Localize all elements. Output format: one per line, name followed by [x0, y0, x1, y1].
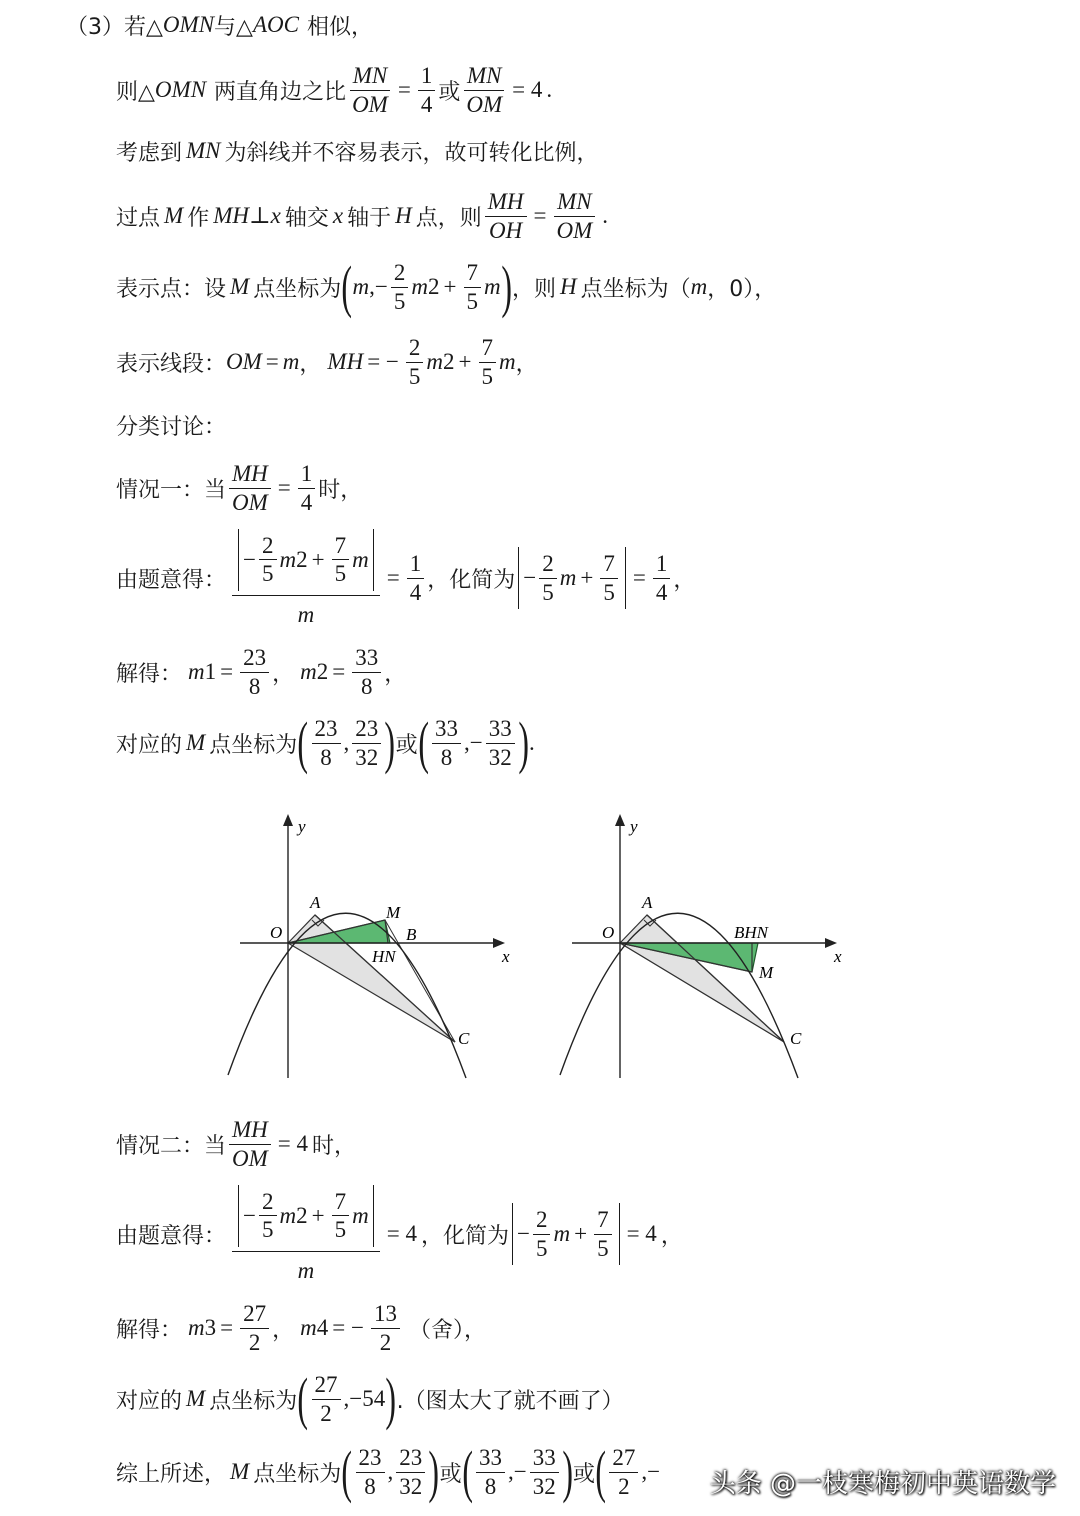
- math-var: m: [300, 659, 317, 684]
- fraction: [356, 1445, 385, 1499]
- numerator: 23: [356, 1445, 385, 1472]
- denominator: 5: [408, 363, 421, 389]
- fraction: [485, 189, 527, 243]
- text: 或: [439, 1461, 462, 1487]
- operator: = 4: [386, 1221, 417, 1246]
- fraction: [464, 260, 482, 314]
- numerator: 27: [609, 1445, 638, 1472]
- text: 点，则: [415, 205, 482, 231]
- segment-expression-line: [116, 330, 538, 394]
- denominator: 5: [393, 288, 406, 314]
- denominator: OM: [232, 489, 268, 515]
- operator: =: [220, 1315, 234, 1340]
- fraction: [594, 1207, 612, 1261]
- fraction: [418, 63, 436, 117]
- operator: =: [220, 659, 234, 684]
- text: 时，: [318, 477, 363, 503]
- numerator: 1: [298, 461, 316, 488]
- math-var: m: [559, 565, 577, 590]
- text: （舍），: [408, 1317, 486, 1343]
- point-expression-line: [116, 254, 776, 320]
- math-var: MH: [213, 203, 249, 228]
- denominator: 8: [484, 1473, 497, 1499]
- operator: −: [516, 1221, 530, 1246]
- operator: =: [277, 475, 291, 500]
- math-var: m: [690, 274, 708, 299]
- label-bhn: BHN: [734, 923, 768, 942]
- numerator: MN: [554, 189, 595, 216]
- text: 考虑到: [116, 140, 183, 166]
- fraction: [479, 335, 497, 389]
- numerator: 1: [653, 551, 671, 578]
- numerator: 2: [259, 1189, 277, 1216]
- denominator: OH: [489, 217, 523, 243]
- text: 轴于: [347, 205, 392, 231]
- text: 或: [395, 732, 418, 758]
- operator: =: [632, 565, 646, 590]
- label-x: x: [834, 947, 842, 966]
- text: .: [529, 730, 535, 755]
- comma-neg: ,−: [507, 1459, 527, 1484]
- text: 轴交: [284, 205, 329, 231]
- denominator: 2: [248, 1329, 261, 1355]
- numerator: 7: [600, 551, 618, 578]
- numerator: MH: [229, 461, 271, 488]
- denominator: 32: [355, 744, 379, 770]
- math-var: OM: [226, 349, 262, 374]
- label-a: A: [310, 893, 321, 912]
- denominator: 4: [655, 579, 668, 605]
- left-paren: (: [595, 1439, 607, 1504]
- denominator: 4: [300, 489, 313, 515]
- subscript: 2: [316, 659, 329, 684]
- operator: +: [443, 274, 457, 299]
- math-var: m: [484, 274, 501, 299]
- numerator: 23: [312, 716, 341, 743]
- label-c: C: [458, 1029, 470, 1048]
- fraction: [352, 645, 381, 699]
- fraction: [259, 533, 277, 587]
- text: 过点: [116, 205, 161, 231]
- numerator: 2: [539, 551, 557, 578]
- numerator: 33: [476, 1445, 505, 1472]
- fraction: [352, 716, 381, 770]
- math-var: m: [411, 274, 429, 299]
- denominator: 5: [597, 1235, 609, 1261]
- math-var: MH: [327, 349, 364, 374]
- label-y: y: [298, 817, 306, 836]
- text: ，: [673, 567, 696, 593]
- denominator: 8: [320, 744, 332, 770]
- fraction: [229, 461, 271, 515]
- operator: −: [523, 565, 537, 590]
- big-fraction: [232, 529, 380, 627]
- operator: =: [397, 77, 411, 102]
- math-var: m: [279, 1203, 297, 1229]
- text: ,−54: [343, 1386, 386, 1411]
- math-var: OMN: [154, 77, 207, 102]
- numerator: 2: [533, 1207, 551, 1234]
- operator: +: [458, 349, 472, 374]
- denominator: 8: [361, 673, 373, 699]
- ratio-line: [116, 58, 552, 122]
- numerator: 27: [312, 1372, 341, 1399]
- fraction: [371, 1301, 400, 1355]
- numerator: 33: [486, 716, 515, 743]
- denominator: 4: [420, 91, 433, 117]
- fraction: [229, 1117, 271, 1171]
- fraction: [476, 1445, 505, 1499]
- operator: ,−: [369, 274, 388, 299]
- math-var: x: [270, 203, 281, 228]
- text: 点坐标为: [209, 1388, 298, 1414]
- label-o: O: [270, 923, 283, 942]
- math-var: m: [553, 1221, 571, 1246]
- operator: = −: [367, 349, 399, 374]
- label-a: A: [642, 893, 653, 912]
- left-paren: (: [417, 710, 429, 775]
- abs-value: [238, 529, 374, 591]
- math-var: OMN: [162, 12, 215, 37]
- text: .（图太大了就不画了）: [396, 1388, 624, 1414]
- text: ，: [299, 351, 322, 377]
- perp-symbol: ⊥: [248, 203, 271, 228]
- math-var: M: [164, 203, 184, 228]
- operator: −: [243, 547, 256, 573]
- operator: +: [311, 1203, 325, 1229]
- text: 或: [573, 1461, 596, 1487]
- comma: ,: [387, 1459, 394, 1484]
- text: ，0），: [707, 276, 777, 302]
- numerator: 7: [594, 1207, 612, 1234]
- subscript: 4: [316, 1315, 329, 1340]
- text: 点坐标为: [253, 276, 342, 302]
- operator: ,: [343, 730, 350, 755]
- label-y: y: [630, 817, 638, 836]
- denominator: 32: [488, 744, 512, 770]
- text: 解得：: [116, 661, 183, 687]
- fraction: [609, 1445, 638, 1499]
- text: ，: [272, 1317, 295, 1343]
- denominator: OM: [352, 91, 388, 117]
- denominator: 2: [618, 1473, 630, 1499]
- abs-value: [238, 1185, 374, 1247]
- text: ，: [384, 661, 407, 687]
- exponent: 2: [428, 274, 440, 299]
- text: 两直角边之比: [214, 79, 347, 105]
- denominator: 5: [481, 363, 494, 389]
- text: .: [546, 77, 553, 102]
- text: 综上所述，: [116, 1461, 227, 1487]
- numerator: 2: [391, 260, 409, 287]
- exponent: 2: [296, 547, 308, 573]
- consider-line: [116, 136, 599, 166]
- fraction: [332, 533, 350, 587]
- fraction: [349, 63, 391, 117]
- numerator: 23: [396, 1445, 425, 1472]
- denominator: 8: [248, 673, 261, 699]
- math-var: M: [186, 1386, 206, 1411]
- fraction: [332, 1189, 350, 1243]
- text: 点坐标为: [209, 732, 298, 758]
- label-o: O: [602, 923, 615, 942]
- classification-line: [116, 410, 226, 440]
- math-var: H: [395, 203, 412, 228]
- text: ,−: [641, 1459, 661, 1484]
- text: 由题意得：: [116, 1223, 227, 1249]
- right-paren: ): [562, 1439, 573, 1504]
- math-var: m: [300, 1315, 317, 1340]
- numerator: 1: [418, 63, 436, 90]
- denominator: 5: [334, 561, 347, 587]
- operator: =: [386, 565, 400, 590]
- denominator: 5: [466, 288, 478, 314]
- text: ，则: [511, 276, 556, 302]
- operator: +: [574, 1221, 588, 1246]
- operator: = 4: [512, 77, 543, 102]
- left-paren: (: [341, 254, 353, 319]
- text: 表示点：设: [116, 276, 227, 302]
- operator: =: [332, 659, 346, 684]
- text: .: [602, 203, 609, 228]
- operator: = 4: [277, 1131, 309, 1156]
- text: 作: [187, 205, 210, 231]
- denominator: 5: [262, 1217, 274, 1243]
- numerator: 1: [407, 551, 425, 578]
- left-paren: (: [297, 710, 309, 775]
- text: 与△: [214, 14, 253, 40]
- left-paren: (: [341, 1439, 353, 1504]
- fraction: [391, 260, 409, 314]
- fraction: [240, 1301, 269, 1355]
- fraction: [312, 1372, 341, 1426]
- y-arrow: [615, 814, 625, 826]
- denominator: 8: [440, 744, 453, 770]
- operator: =: [265, 349, 279, 374]
- fraction: [406, 335, 424, 389]
- summary-line: [116, 1436, 660, 1508]
- numerator: [232, 1185, 380, 1252]
- fraction: [259, 1189, 277, 1243]
- operator: +: [311, 547, 325, 573]
- denominator: 8: [364, 1473, 376, 1499]
- operator: +: [580, 565, 594, 590]
- denominator: 5: [535, 1235, 548, 1261]
- math-var: H: [559, 274, 577, 299]
- text: 为斜线并不容易表示，故可转化比例，: [224, 140, 599, 166]
- numerator: 33: [530, 1445, 559, 1472]
- text: ，: [660, 1223, 683, 1249]
- numerator: MN: [464, 63, 505, 90]
- denominator: OM: [556, 217, 593, 243]
- fraction: [432, 716, 461, 770]
- denominator: m: [297, 1257, 315, 1283]
- fraction: [653, 551, 671, 605]
- numerator: MH: [485, 189, 527, 216]
- case-two-points: [116, 1364, 624, 1434]
- text: ，化简为: [420, 1223, 509, 1249]
- case-one-head: [116, 456, 362, 520]
- math-var: AOC: [252, 12, 299, 37]
- case-one-points: [116, 708, 535, 778]
- numerator: 2: [406, 335, 424, 362]
- math-var: m: [352, 274, 370, 299]
- denominator: m: [297, 601, 315, 627]
- text: 表示线段：: [116, 351, 227, 377]
- label-x: x: [502, 947, 510, 966]
- numerator: 33: [432, 716, 461, 743]
- numerator: 27: [240, 1301, 269, 1328]
- math-var: M: [186, 730, 206, 755]
- label-b: B: [406, 925, 417, 944]
- denominator: 5: [542, 579, 554, 605]
- part3-title: [66, 10, 373, 40]
- subscript: 3: [204, 1315, 217, 1340]
- denominator: OM: [466, 91, 503, 117]
- math-var: m: [352, 1203, 369, 1229]
- numerator: 7: [332, 1189, 350, 1216]
- text: 相似，: [306, 14, 373, 40]
- watermark: 头条 @一枝寒梅初中英语数学: [709, 1469, 1056, 1499]
- label-m: M: [386, 903, 401, 922]
- math-var: m: [188, 659, 205, 684]
- numerator: 23: [352, 716, 381, 743]
- abs-value: [512, 1203, 620, 1265]
- fraction: [600, 551, 618, 605]
- text: 点坐标为: [253, 1461, 342, 1487]
- perpendicular-line: [116, 184, 608, 248]
- fraction: [240, 645, 269, 699]
- right-paren: ): [518, 710, 529, 775]
- operator: −: [243, 1203, 256, 1229]
- operator: =: [533, 203, 547, 228]
- text: ，: [515, 351, 538, 377]
- case-one-equation: [116, 530, 695, 626]
- text: 时，: [312, 1133, 357, 1159]
- denominator: 32: [399, 1473, 423, 1499]
- text: 解得：: [116, 1317, 183, 1343]
- fraction: [486, 716, 515, 770]
- math-var: m: [352, 547, 369, 573]
- denominator: 5: [262, 561, 274, 587]
- operator: ,−: [463, 730, 483, 755]
- text: （3）若△: [66, 14, 163, 40]
- left-paren: (: [461, 1439, 473, 1504]
- big-fraction: [232, 1185, 380, 1283]
- math-var: m: [499, 349, 516, 374]
- numerator: 33: [352, 645, 381, 672]
- numerator: 7: [332, 533, 350, 560]
- operator: = −: [332, 1315, 364, 1340]
- fraction: [554, 189, 596, 243]
- fraction: [407, 551, 425, 605]
- denominator: OM: [232, 1145, 268, 1171]
- label-m: M: [759, 963, 774, 982]
- text: 情况二：当: [116, 1133, 227, 1159]
- text: ，化简为: [427, 567, 516, 593]
- math-var: M: [230, 274, 250, 299]
- numerator: 13: [371, 1301, 400, 1328]
- denominator: 2: [320, 1400, 332, 1426]
- left-paren: (: [297, 1366, 309, 1431]
- right-paren: ): [500, 254, 512, 319]
- operator: = 4: [626, 1221, 657, 1246]
- text: 对应的: [116, 732, 183, 758]
- numerator: 23: [240, 645, 269, 672]
- fraction: [539, 551, 557, 605]
- case-two-equation: [116, 1186, 683, 1282]
- text: 对应的: [116, 1388, 183, 1414]
- label-c: C: [790, 1029, 802, 1048]
- fraction: [312, 716, 341, 770]
- case-one-solution: [116, 640, 406, 704]
- fraction: [298, 461, 316, 515]
- exponent: 2: [296, 1203, 308, 1229]
- right-paren: ): [385, 1366, 397, 1431]
- numerator: 7: [479, 335, 497, 362]
- subscript: 1: [204, 659, 217, 684]
- denominator: 4: [409, 579, 422, 605]
- denominator: 32: [532, 1473, 556, 1499]
- abs-value: [518, 547, 626, 609]
- exponent: 2: [443, 349, 455, 374]
- denominator: 5: [603, 579, 615, 605]
- denominator: 5: [334, 1217, 347, 1243]
- text: ，: [272, 661, 295, 687]
- math-var: x: [332, 203, 344, 228]
- numerator: 2: [259, 533, 277, 560]
- text: 或: [438, 79, 461, 105]
- numerator: 7: [464, 260, 482, 287]
- right-paren: ): [384, 710, 396, 775]
- case-two-solution: [116, 1296, 486, 1360]
- case-two-head: [116, 1112, 356, 1176]
- numerator: MN: [350, 63, 391, 90]
- text: 点坐标为（: [580, 276, 691, 302]
- math-var: m: [188, 1315, 205, 1340]
- text: 由题意得：: [116, 567, 227, 593]
- fraction: [530, 1445, 559, 1499]
- label-hn: HN: [372, 947, 396, 966]
- math-var: m: [279, 547, 297, 573]
- text: 则△: [116, 79, 155, 105]
- numerator: [232, 529, 380, 596]
- text: 分类讨论：: [116, 414, 227, 440]
- fraction: [463, 63, 505, 117]
- figure-left: [220, 810, 520, 1085]
- fraction: [396, 1445, 425, 1499]
- fraction: [533, 1207, 551, 1261]
- figure-right: [552, 810, 852, 1085]
- text: 情况一：当: [116, 477, 227, 503]
- math-var: M: [230, 1459, 250, 1484]
- right-paren: ): [428, 1439, 440, 1504]
- math-var: MN: [186, 138, 221, 163]
- numerator: MH: [229, 1117, 271, 1144]
- math-var: m: [282, 349, 300, 374]
- math-var: m: [426, 349, 444, 374]
- y-arrow: [283, 814, 293, 826]
- denominator: 2: [379, 1329, 392, 1355]
